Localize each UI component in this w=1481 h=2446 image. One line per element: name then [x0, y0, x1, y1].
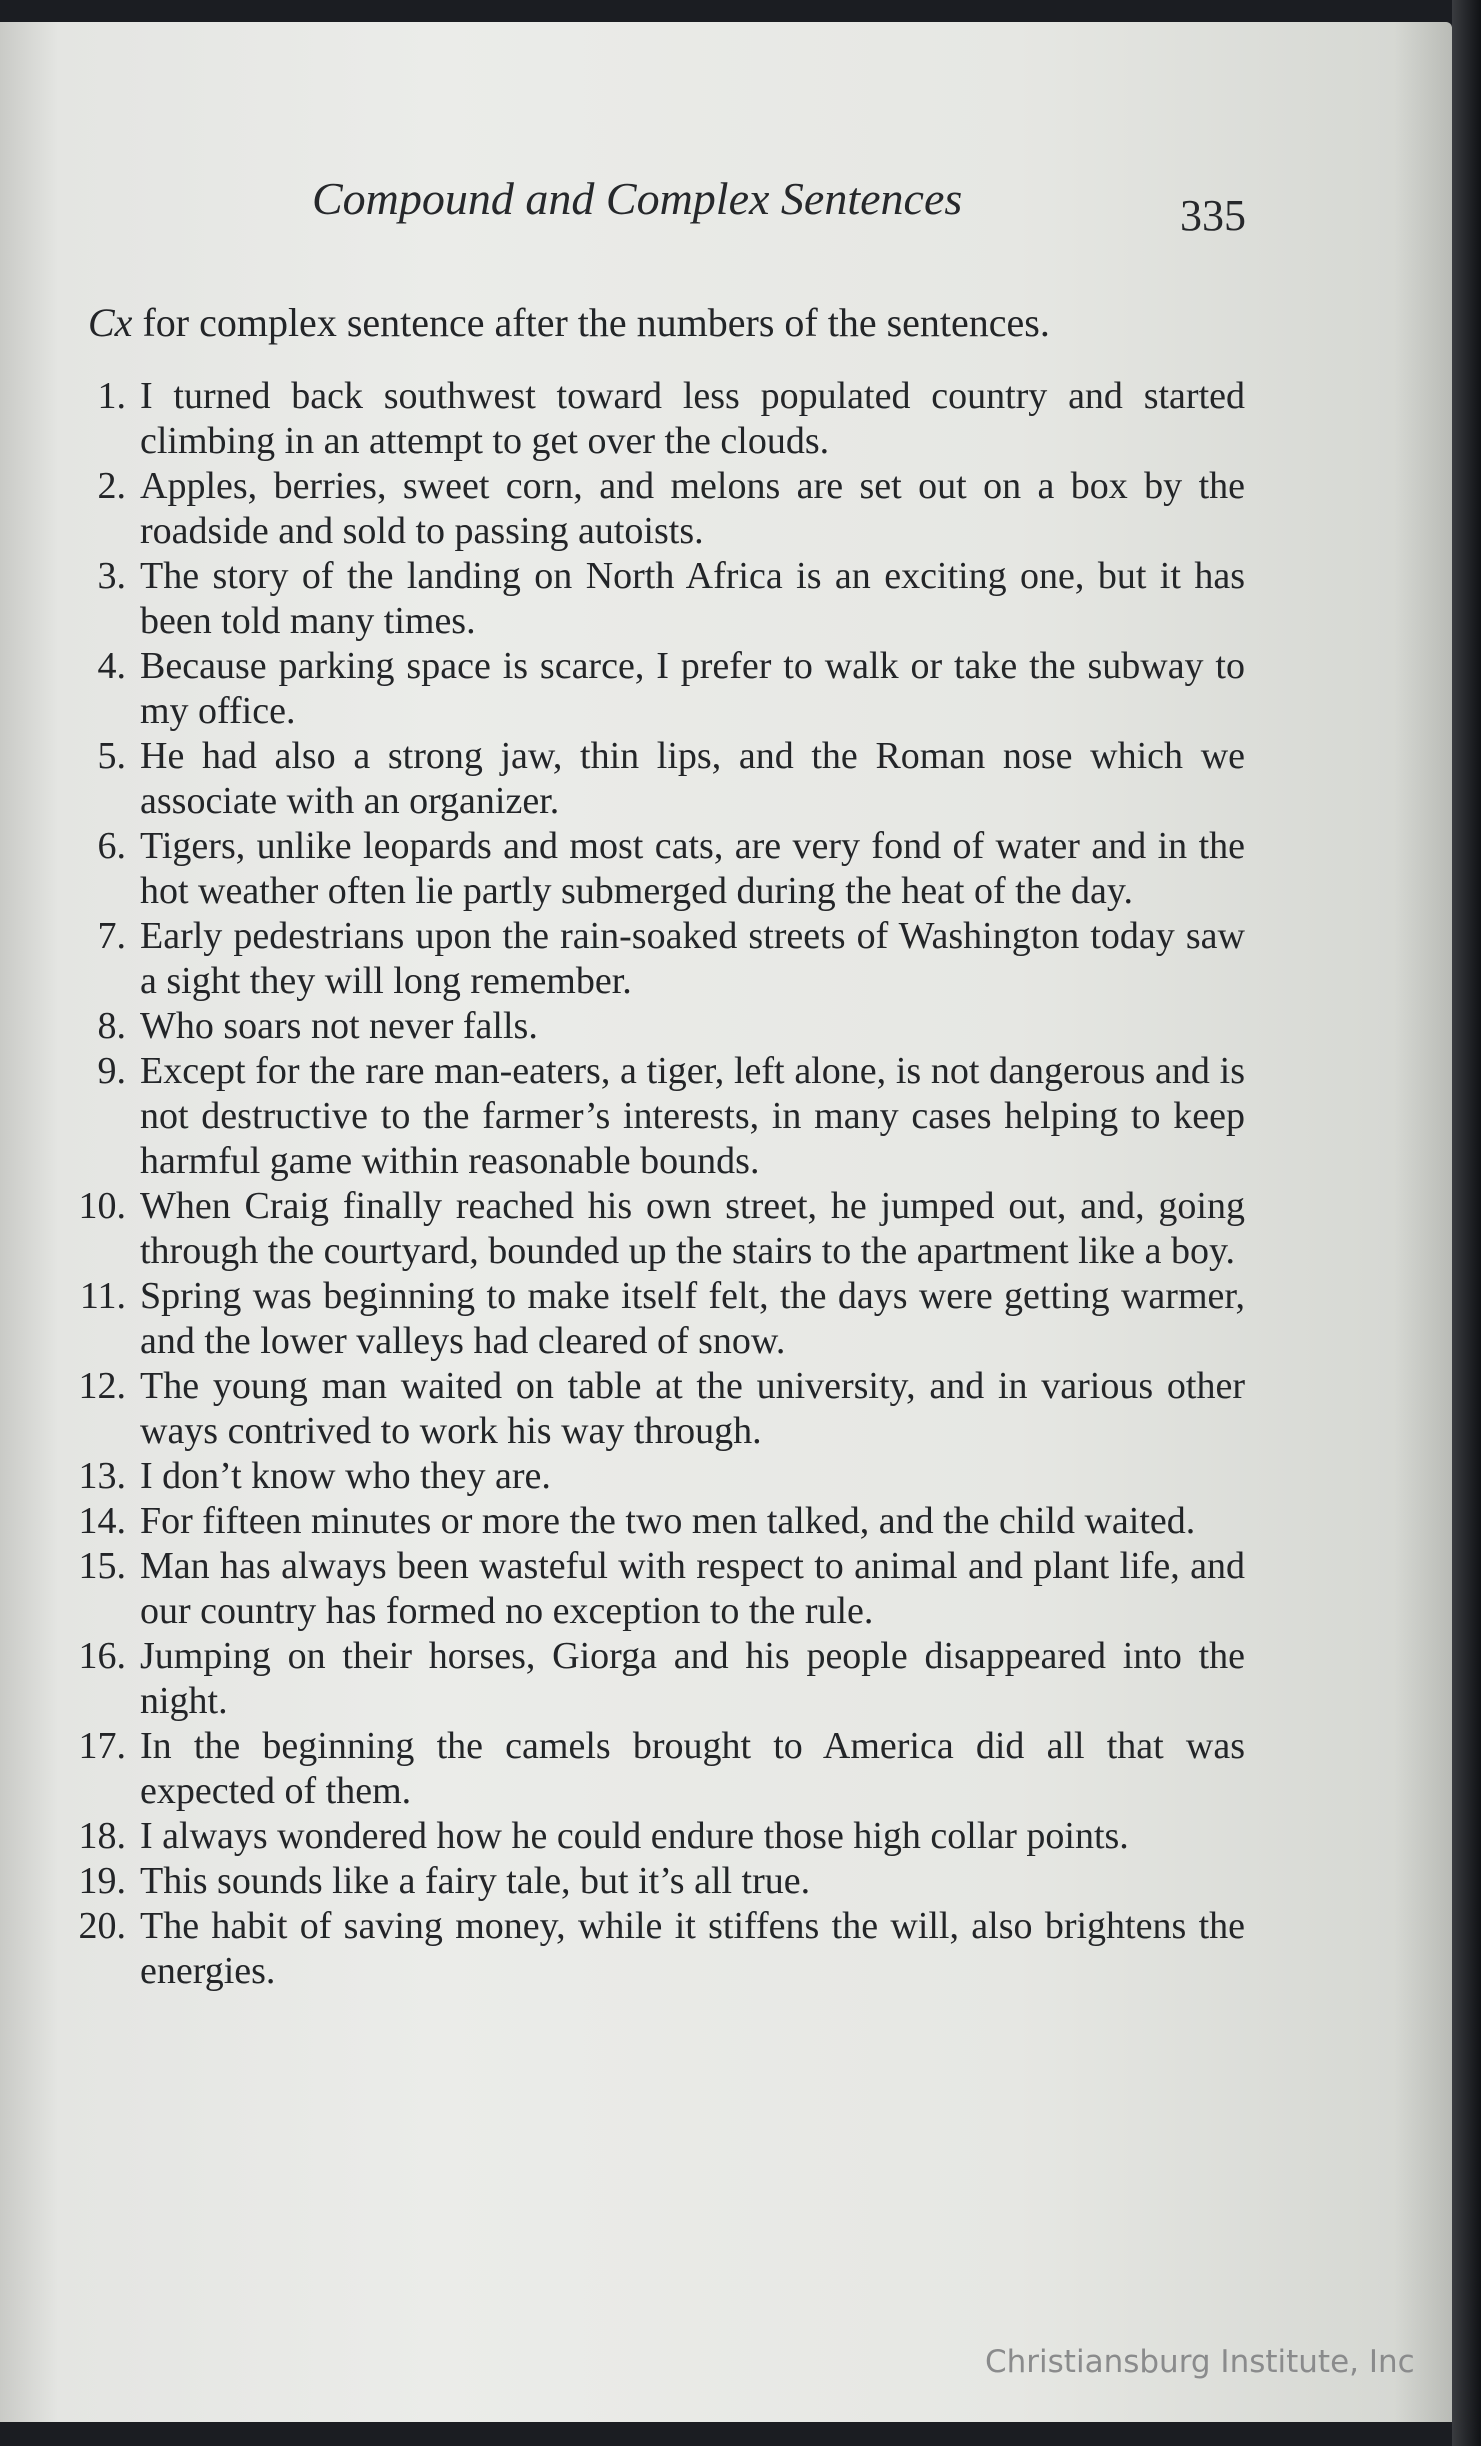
- sentence-item: [60, 1724, 1245, 1814]
- sentence-item: [60, 1634, 1245, 1724]
- sentence-number: 2.: [97, 465, 126, 507]
- sentence-number: 19.: [78, 1860, 126, 1902]
- sentence-item: [60, 1184, 1245, 1274]
- sentence-item: [60, 1274, 1245, 1364]
- sentence-number: 13.: [78, 1455, 126, 1497]
- sentence-text: Apples, berries, sweet corn, and melons are set out on a box by the roadside and sold to passing autoists.: [140, 465, 1245, 552]
- page-number: 335: [1180, 191, 1246, 240]
- sentence-number: 7.: [97, 915, 126, 957]
- sentence-text: The habit of saving money, while it stiffens the will, also brightens the energies.: [140, 1905, 1245, 1992]
- sentence-number: 3.: [97, 555, 126, 597]
- sentence-text: Except for the rare man-eaters, a tiger, left alone, is not dangerous and is not destructive to the farmer’s interests, in many cases helping to keep harmful game within reasonable bounds.: [140, 1050, 1245, 1182]
- sentence-item: [60, 1544, 1245, 1634]
- running-title: Compound and Complex Sentences: [312, 173, 963, 224]
- sentence-list: [60, 374, 1245, 1994]
- sentence-number: 1.: [97, 375, 126, 417]
- book-spine-shadow: [1452, 0, 1481, 2446]
- sentence-item: [60, 1049, 1245, 1184]
- sentence-text: Early pedestrians upon the rain-soaked streets of Washington today saw a sight they will long remember.: [140, 915, 1245, 1002]
- instruction-text: for complex sentence after the numbers of the sentences.: [132, 300, 1050, 345]
- sentence-item: [60, 1859, 1245, 1904]
- sentence-text: Because parking space is scarce, I prefer to walk or take the subway to my office.: [140, 645, 1245, 732]
- sentence-number: 17.: [78, 1725, 126, 1767]
- sentence-number: 18.: [78, 1815, 126, 1857]
- sentence-number: 15.: [78, 1545, 126, 1587]
- sentence-number: 16.: [78, 1635, 126, 1677]
- sentence-number: 5.: [97, 735, 126, 777]
- sentence-text: Tigers, unlike leopards and most cats, are very fond of water and in the hot weather often lie partly submerged during the heat of the day.: [140, 825, 1245, 912]
- sentence-number: 20.: [78, 1905, 126, 1947]
- sentence-item: [60, 914, 1245, 1004]
- sentence-item: [60, 1814, 1245, 1859]
- complex-abbrev: Cx: [88, 300, 133, 345]
- sentence-number: 9.: [97, 1050, 126, 1092]
- sentence-item: [60, 734, 1245, 824]
- sentence-text: He had also a strong jaw, thin lips, and the Roman nose which we associate with an organizer.: [140, 735, 1245, 822]
- instruction-paragraph: [88, 300, 1243, 346]
- sentence-number: 6.: [97, 825, 126, 867]
- sentence-item: [60, 1004, 1245, 1049]
- sentence-text: Who soars not never falls.: [140, 1005, 538, 1047]
- sentence-item: [60, 374, 1245, 464]
- sentence-text: In the beginning the camels brought to America did all that was expected of them.: [140, 1725, 1245, 1812]
- sentence-text: This sounds like a fairy tale, but it’s all true.: [140, 1860, 811, 1902]
- sentence-text: For fifteen minutes or more the two men talked, and the child waited.: [140, 1500, 1196, 1542]
- sentence-item: [60, 1499, 1245, 1544]
- sentence-text: Jumping on their horses, Giorga and his people disappeared into the night.: [140, 1635, 1245, 1722]
- page-header: [0, 172, 1250, 242]
- sentence-item: [60, 1364, 1245, 1454]
- sentence-text: I turned back southwest toward less populated country and started climbing in an attempt to get over the clouds.: [140, 375, 1245, 462]
- sentence-item: [60, 464, 1245, 554]
- book-page: [0, 22, 1452, 2422]
- sentence-number: 10.: [78, 1185, 126, 1227]
- sentence-text: The young man waited on table at the university, and in various other ways contrived to work his way through.: [140, 1365, 1245, 1452]
- sentence-item: [60, 644, 1245, 734]
- sentence-number: 4.: [97, 645, 126, 687]
- sentence-number: 11.: [79, 1275, 126, 1317]
- sentence-number: 12.: [78, 1365, 126, 1407]
- sentence-text: The story of the landing on North Africa is an exciting one, but it has been told many times.: [140, 555, 1245, 642]
- sentence-item: [60, 824, 1245, 914]
- sentence-text: I always wondered how he could endure those high collar points.: [140, 1815, 1129, 1857]
- sentence-text: I don’t know who they are.: [140, 1455, 551, 1497]
- sentence-text: Spring was beginning to make itself felt, the days were getting warmer, and the lower valleys had cleared of snow.: [140, 1275, 1245, 1362]
- sentence-text: Man has always been wasteful with respect to animal and plant life, and our country has formed no exception to the rule.: [140, 1545, 1245, 1632]
- watermark: Christiansburg Institute, Inc: [985, 2344, 1415, 2380]
- sentence-number: 8.: [97, 1005, 126, 1047]
- sentence-item: [60, 554, 1245, 644]
- sentence-item: [60, 1454, 1245, 1499]
- sentence-item: [60, 1904, 1245, 1994]
- sentence-text: When Craig finally reached his own street, he jumped out, and, going through the courtyard, bounded up the stairs to the apartment like a boy.: [140, 1185, 1245, 1272]
- sentence-number: 14.: [78, 1500, 126, 1542]
